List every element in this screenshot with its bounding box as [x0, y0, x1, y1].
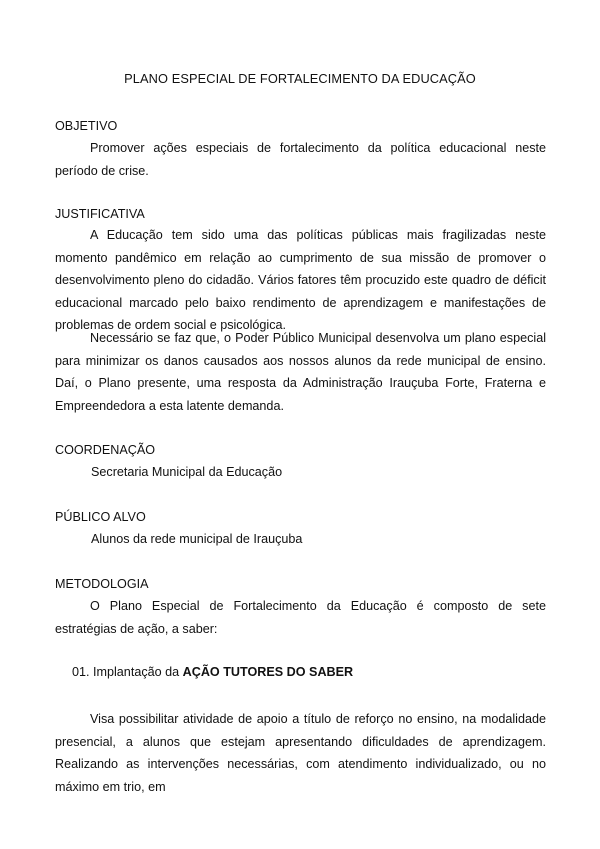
document-title: PLANO ESPECIAL DE FORTALECIMENTO DA EDUCAÇÃO [124, 71, 476, 86]
coordenacao-text: Secretaria Municipal da Educação [91, 465, 283, 479]
strategy-item-number: 01. [72, 665, 90, 679]
objetivo-text: Promover ações especiais de fortalecimento da política educacional neste período de crise. [55, 141, 546, 178]
justificativa-paragraph-1: A Educação tem sido uma das políticas públicas mais fragilizadas neste momento pandêmico em relação ao cumprimento de sua missão de promover o desenvolvimento pleno do cidadão. Vários fatores têm procuzido este quadro de déficit educacional marcado pelo baixo rendimento de aprendizagem e manifestações de problemas de ordem social e psicológica. [55, 228, 546, 332]
heading-publico-alvo: PÚBLICO ALVO [55, 510, 146, 524]
strategy-item-prefix: Implantação da [93, 665, 183, 679]
heading-justificativa: JUSTIFICATIVA [55, 207, 145, 221]
strategy-item-bold-title: AÇÃO TUTORES DO SABER [182, 665, 354, 679]
justificativa-paragraph-2: Necessário se faz que, o Poder Público Municipal desenvolva um plano especial para minimizar os danos causados aos nossos alunos da rede municipal de ensino. Daí, o Plano presente, uma resposta da Administração Irauçuba Forte, Fraterna e Empreendedora a esta latente demanda. [55, 331, 546, 413]
heading-coordenacao: COORDENAÇÃO [55, 443, 156, 457]
strategy-item-description: Visa possibilitar atividade de apoio a título de reforço no ensino, na modalidade presencial, a alunos que estejam apresentando dificuldades de aprendizagem. Realizando as intervenções necessárias, com atendimento individualizado, ou no máximo em trio, em [55, 712, 546, 794]
strategy-item-01 [72, 665, 353, 679]
heading-metodologia: METODOLOGIA [55, 577, 149, 591]
heading-objetivo: OBJETIVO [55, 119, 118, 133]
metodologia-text: O Plano Especial de Fortalecimento da Educação é composto de sete estratégias de ação, a saber: [55, 599, 546, 636]
publico-alvo-text: Alunos da rede municipal de Irauçuba [91, 532, 303, 546]
